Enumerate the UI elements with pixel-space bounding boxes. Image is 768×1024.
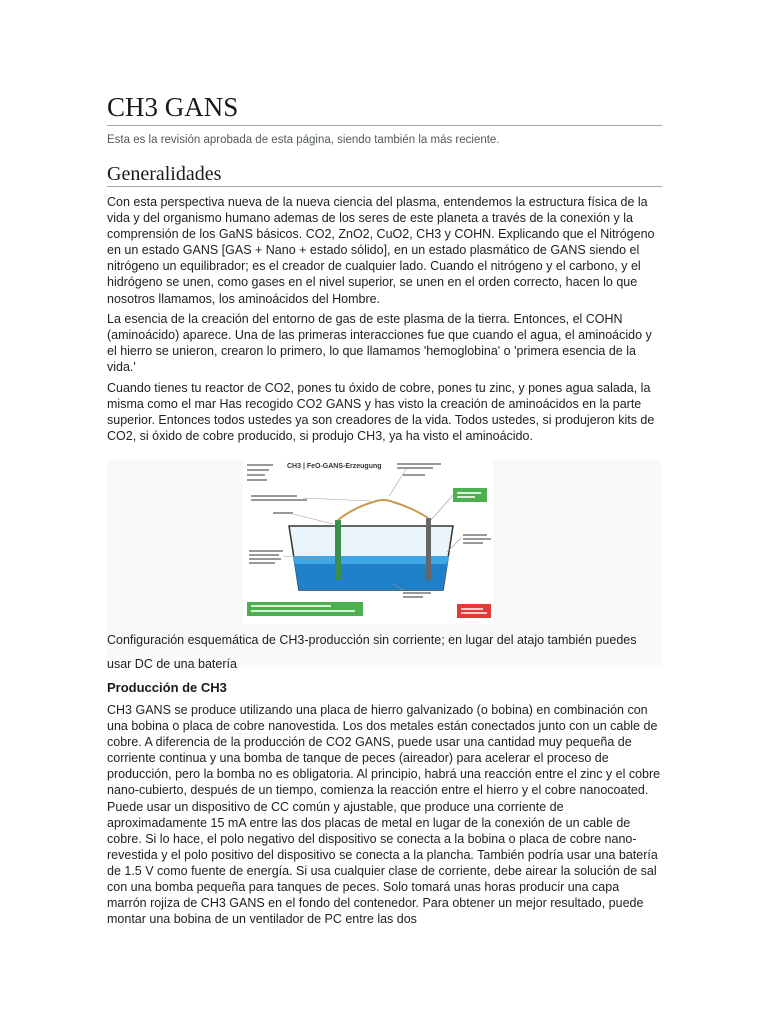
subsection-heading: Producción de CH3	[107, 680, 227, 695]
bottom-green-box	[247, 602, 363, 616]
paragraph: Con esta perspectiva nueva de la nueva ciencia del plasma, entendemos la estructura física de la vida y del organismo humano ademas de los seres de este planeta a través de la conexión y la comprensión de los GaNS básicos. CO2, ZnO2, CuO2, CH3 y COHN. Explicando que el Nitrógeno en un estado GANS [GAS + Nano + estado sólido], en un estado plasmático de GANS siendo el nitrógeno un equilibrador; es el creador de cualquier lado. Cuando el nitrógeno y el carbono, y el hidrógeno se unen, como gases en el nivel superior, se unen en el orden correcto, hacen lo que nosotros llamamos, los aminoácidos del Hombre.	[107, 195, 655, 306]
figure	[107, 460, 662, 671]
section-heading: Generalidades	[107, 162, 662, 187]
page-title: CH3 GANS	[107, 92, 662, 126]
green-label-box	[453, 488, 487, 502]
paragraph: Cuando tienes tu reactor de CO2, pones tu óxido de cobre, pones tu zinc, y pones agua salada, la misma como el mar Has recogido CO2 GANS y has visto la creación de aminoácidos en la parte superior. Entonces todos ustedes ya son creadores de la vida. Todos ustedes, si produjeron kits de CO2, si óxido de cobre producido, si produjo CH3, ya ha visto el aminoácido.	[107, 381, 655, 444]
bottom-red-box	[457, 604, 491, 618]
water-surface	[293, 556, 449, 564]
diagram-title: CH3 | FeO-GANS-Erzeugung	[287, 463, 382, 470]
figure-caption: Configuración esquemática de CH3-producción sin corriente; en lugar del atajo también puedes usar DC de una batería	[107, 633, 637, 671]
iron-plate	[335, 520, 341, 580]
paragraph: CH3 GANS se produce utilizando una placa de hierro galvanizado (o bobina) en combinación con una bobina o placa de cobre nanovestida. Los dos metales están conectados junto con un cable de cobre. A diferencia de la producción de CO2 GANS, puede usar una cantidad muy pequeña de corriente continua y una bomba de tanque de peces (aireador) para acelerar el proceso de producción, pero la bomba no es obligatoria. Al principio, habrá una reacción entre el zinc y el cobre nano-cubierto, después de un tiempo, comienza la reacción entre el hierro y el cobre nanocoated. Puede usar un dispositivo de CC común y ajustable, que produce una corriente de aproximadamente 15 mA entre las dos placas de metal en lugar de la conexión de un cable de cobre. Si lo hace, el polo negativo del dispositivo se conecta a la bobina o placa de cobre nano-revestida y el polo positivo del dispositivo se conecta a la plancha. También podría usar una batería de 1.5 V como fuente de energía. Si usa cualquier clase de corriente, debe airear la solución de sal con una bomba pequeña para tanques de peces. Solo tomará unas horas producir una capa marrón rojiza de CH3 GANS en el fondo del contenedor. Para obtener un mejor resultado, puede montar una bobina de un ventilador de PC entre las dos	[107, 703, 661, 927]
copper-plate	[426, 518, 431, 580]
revision-note: Esta es la revisión aprobada de esta página, siendo también la más reciente.	[107, 134, 500, 146]
paragraph: La esencia de la creación del entorno de gas de este plasma de la tierra. Entonces, el COHN (aminoácido) aparece. Una de las primeras interacciones fue que cuando el agua, el aminoácido y el hierro se unieron, crearon lo primero, lo que llamamos 'hemoglobina' o 'primera esencia de la vida.'	[107, 312, 652, 375]
ch3-production-diagram[interactable]	[243, 460, 493, 624]
